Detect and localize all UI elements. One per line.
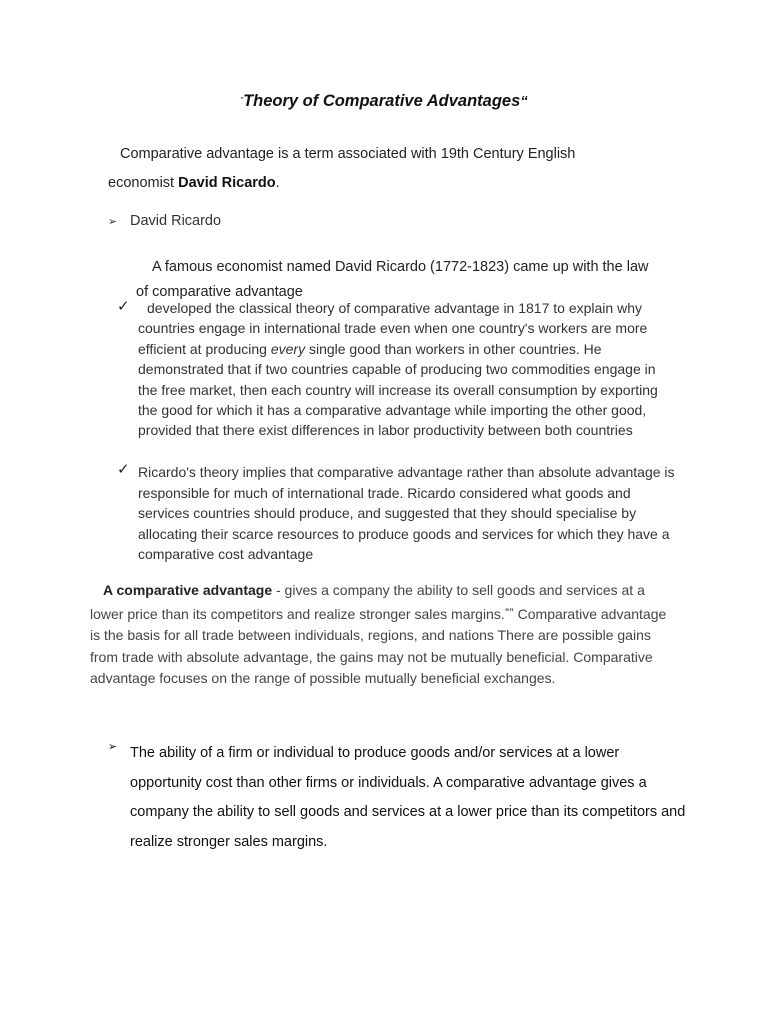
- last-bullet-paragraph: The ability of a firm or individual to produce goods and/or services at a lower opportunity cost than other firms or individuals. A comparative advantage gives a company the ability to sell goods and services at a lower price than its competitors and realize stronger sales margins.: [130, 745, 686, 850]
- check-item-1: [138, 298, 678, 441]
- checkmark-icon: ✓: [117, 461, 130, 478]
- comparative-sup: ””: [504, 606, 514, 617]
- title-open-quote: ": [240, 96, 244, 105]
- famous-line-2: of comparative advantage: [136, 284, 303, 300]
- intro-line-2-prefix: economist: [108, 175, 179, 191]
- checkmark-icon: ✓: [117, 298, 130, 315]
- intro-line-1: Comparative advantage is a term associated with 19th Century English: [120, 146, 576, 162]
- intro-bold-name: David Ricardo: [178, 175, 276, 191]
- comparative-text-1: - gives a company the ability to sell goods and services at a lower price than its competitors and realize stronger sales margins.: [90, 582, 645, 622]
- check-item-2: Ricardo's theory implies that comparative advantage rather than absolute advantage is responsible for much of international trade. Ricardo considered what goods and services countries should produce, and suggested that they should specialise by allocating their scarce resources to produce goods and services for which they have a comparative cost advantage: [138, 464, 675, 562]
- david-ricardo-label: David Ricardo: [130, 213, 222, 229]
- comparative-bold-wrap: [90, 582, 272, 598]
- title-close-quote: “: [520, 93, 528, 110]
- comparative-text-2: Comparative advantage is the basis for all trade between individuals, regions, and nations There are possible gains from trade with absolute advantage, the gains may not be mutually beneficial. Comparative advantage focuses on the range of possible mutually beneficial exchanges.: [90, 605, 667, 686]
- intro-line-2-suffix: .: [275, 175, 280, 191]
- check-item-1-text: developed the classical theory of comparative advantage in 1817 to explain why countries engage in international trade even when one country's workers are more efficient at producing: [138, 300, 648, 357]
- intro-paragraph: [108, 140, 628, 198]
- david-ricardo-heading: [108, 213, 221, 229]
- arrow-bullet-icon: ➢: [108, 741, 118, 753]
- arrow-bullet-icon: ➢: [108, 216, 118, 228]
- document-title: [0, 92, 768, 111]
- comparative-bold: A comparative advantage: [103, 582, 273, 598]
- check-item-1-rest: single good than workers in other countries. He demonstrated that if two countries capable of producing two commodities engage in the free market, then each country will increase its overall consumption by exporting the good for which it has a comparative advantage while importing the other good, provided that there exist differences in labor productivity between both countries: [138, 340, 658, 439]
- comparative-advantage-paragraph: [90, 580, 680, 690]
- check-item-1-italic: every: [270, 340, 306, 357]
- title-text: Theory of Comparative Advantages: [243, 92, 521, 110]
- intro-line-2: [108, 169, 628, 198]
- famous-line-1: A famous economist named David Ricardo (1772-1823) came up with the law: [152, 259, 649, 275]
